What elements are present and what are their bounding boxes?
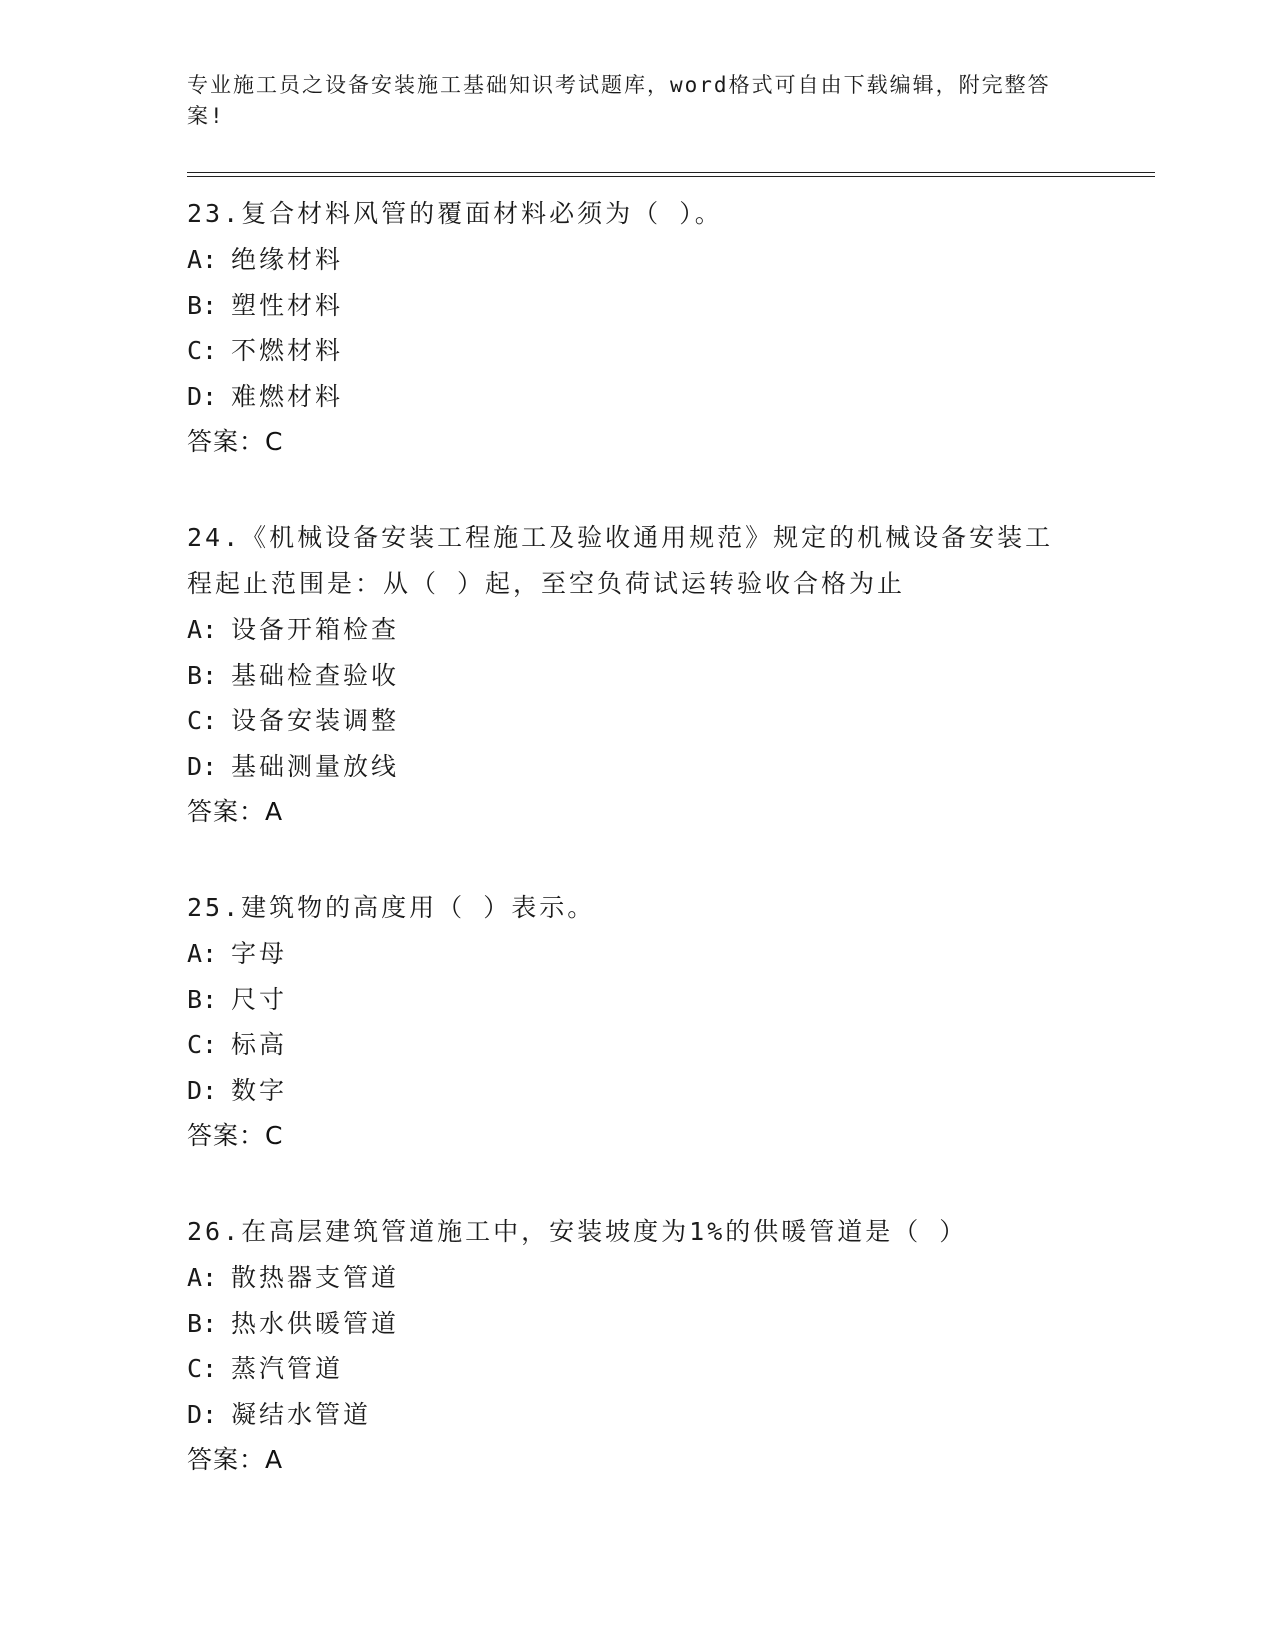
option-key: C:: [187, 706, 218, 735]
question-25: [187, 885, 1155, 1159]
option-text: 字母: [231, 939, 288, 968]
option-text: 基础检查验收: [231, 660, 400, 690]
option-text: 标高: [231, 1030, 288, 1059]
question-24: [187, 515, 1155, 835]
option-text: 绝缘材料: [231, 245, 344, 274]
question-23: [187, 191, 1155, 465]
option-b: [187, 653, 1155, 699]
option-text: 难燃材料: [231, 381, 344, 411]
option-text: 塑性材料: [231, 290, 344, 320]
option-a: [187, 931, 1155, 977]
option-c: [187, 698, 1155, 744]
question-text: 23.复合材料风管的覆面材料必须为（ ）。: [187, 199, 723, 228]
option-key: B:: [187, 984, 218, 1014]
option-text: 尺寸: [231, 984, 288, 1014]
answer-line: 答案：C: [187, 427, 284, 456]
option-c: [187, 328, 1155, 374]
header-divider: [187, 172, 1155, 177]
option-key: B:: [187, 660, 218, 690]
answer-line: 答案：A: [187, 797, 284, 826]
option-key: A:: [187, 615, 218, 644]
option-key: C:: [187, 336, 218, 365]
option-d: [187, 1392, 1155, 1438]
option-key: D:: [187, 751, 218, 781]
option-text: 基础测量放线: [231, 751, 400, 781]
option-text: 不燃材料: [231, 336, 344, 365]
option-key: A:: [187, 1263, 218, 1292]
document-page: [187, 70, 1155, 1483]
option-key: C:: [187, 1354, 218, 1383]
question-text: 24.《机械设备安装工程施工及验收通用规范》规定的机械设备安装工程起止范围是：从（ ）起，至空负荷试运转验收合格为止: [187, 523, 1054, 598]
option-key: A:: [187, 245, 218, 274]
option-a: [187, 237, 1155, 283]
option-text: 散热器支管道: [231, 1263, 400, 1292]
option-b: [187, 283, 1155, 329]
option-key: C:: [187, 1030, 218, 1059]
option-text: 热水供暖管道: [231, 1308, 400, 1338]
option-a: [187, 607, 1155, 653]
question-text: 26.在高层建筑管道施工中，安装坡度为1%的供暖管道是（ ）: [187, 1217, 968, 1246]
document-header: 专业施工员之设备安装施工基础知识考试题库，word格式可自由下载编辑，附完整答案!: [187, 73, 1051, 128]
answer-line: 答案：C: [187, 1121, 284, 1150]
option-key: D:: [187, 1075, 218, 1105]
option-c: [187, 1346, 1155, 1392]
question-text: 25.建筑物的高度用（ ）表示。: [187, 893, 596, 922]
option-text: 设备开箱检查: [231, 615, 400, 644]
option-key: B:: [187, 290, 218, 320]
option-b: [187, 1301, 1155, 1347]
option-d: [187, 744, 1155, 790]
option-key: B:: [187, 1308, 218, 1338]
option-a: [187, 1255, 1155, 1301]
option-text: 数字: [231, 1075, 288, 1105]
option-d: [187, 374, 1155, 420]
option-d: [187, 1068, 1155, 1114]
option-key: D:: [187, 381, 218, 411]
question-26: [187, 1209, 1155, 1483]
option-text: 设备安装调整: [231, 706, 400, 735]
option-key: D:: [187, 1399, 218, 1429]
option-b: [187, 977, 1155, 1023]
option-text: 蒸汽管道: [231, 1354, 344, 1383]
answer-line: 答案：A: [187, 1445, 284, 1474]
option-key: A:: [187, 939, 218, 968]
option-c: [187, 1022, 1155, 1068]
option-text: 凝结水管道: [231, 1399, 372, 1429]
